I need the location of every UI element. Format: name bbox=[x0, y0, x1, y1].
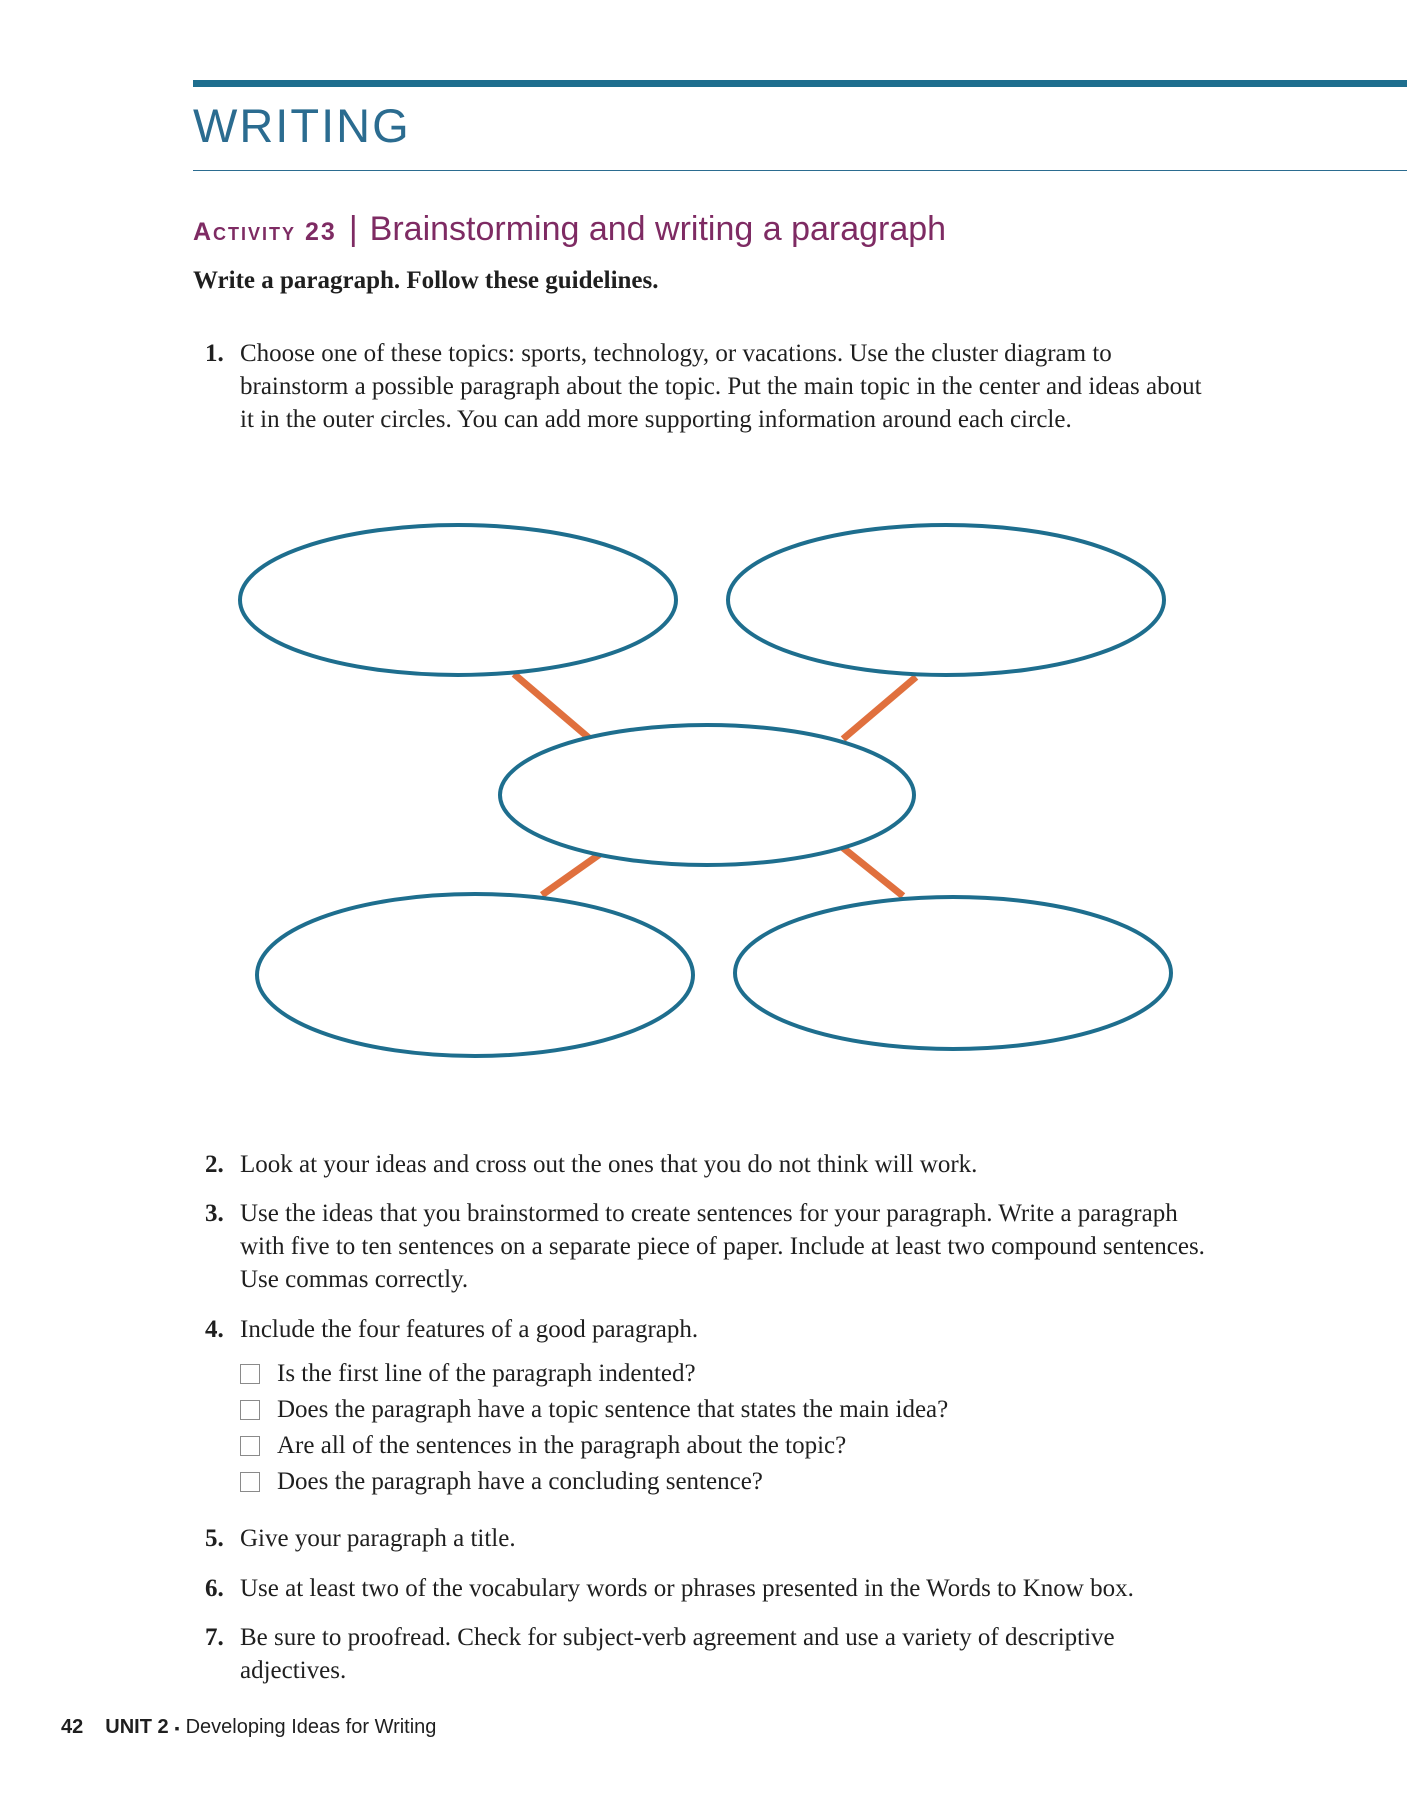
outer-circle-bottom-left[interactable] bbox=[257, 894, 693, 1056]
checkbox[interactable] bbox=[240, 1472, 260, 1492]
page-number: 42 bbox=[61, 1716, 84, 1738]
step-7 bbox=[205, 1621, 1215, 1687]
step-number: 4. bbox=[205, 1316, 224, 1343]
step-2 bbox=[205, 1148, 1215, 1181]
step-text: Give your paragraph a title. bbox=[240, 1525, 516, 1552]
checkbox[interactable] bbox=[240, 1436, 260, 1456]
connector-top-left bbox=[514, 674, 589, 738]
checkbox[interactable] bbox=[240, 1400, 260, 1420]
step-text: Include the four features of a good paragraph. bbox=[240, 1316, 699, 1343]
outer-circle-top-right[interactable] bbox=[728, 525, 1164, 675]
step-number: 1. bbox=[205, 340, 224, 367]
footer-title: Developing Ideas for Writing bbox=[185, 1716, 437, 1738]
activity-title: Brainstorming and writing a paragraph bbox=[369, 210, 947, 248]
step-6 bbox=[205, 1572, 1215, 1605]
activity-separator: | bbox=[348, 210, 358, 248]
footer-unit: UNIT 2 bbox=[105, 1716, 169, 1738]
outer-circle-top-left[interactable] bbox=[240, 525, 676, 675]
step-number: 5. bbox=[205, 1525, 224, 1552]
step-text: Be sure to proofread. Check for subject-verb agreement and use a variety of descriptive adjectives. bbox=[240, 1624, 1115, 1684]
step-number: 2. bbox=[205, 1151, 224, 1178]
checklist-label: Does the paragraph have a topic sentence that states the main idea? bbox=[277, 1396, 949, 1423]
checkbox[interactable] bbox=[240, 1364, 260, 1384]
checklist-label: Are all of the sentences in the paragraph about the topic? bbox=[277, 1432, 847, 1459]
step-text: Choose one of these topics: sports, technology, or vacations. Use the cluster diagram to brainstorm a possible paragraph about the topic. Put the main topic in the center and ideas about it in the outer circles. You can add more supporting information around each circle. bbox=[240, 340, 1202, 433]
step-text: Use at least two of the vocabulary words or phrases presented in the Words to Know box. bbox=[240, 1575, 1134, 1602]
step-5 bbox=[205, 1522, 1215, 1555]
checklist-item[interactable] bbox=[240, 1464, 948, 1500]
outer-circle-bottom-right[interactable] bbox=[735, 897, 1171, 1049]
connector-bottom-left bbox=[542, 854, 600, 895]
checklist-label: Does the paragraph have a concluding sentence? bbox=[277, 1468, 763, 1495]
instructions: Write a paragraph. Follow these guidelines. bbox=[193, 267, 659, 294]
footer-bullet: ▪ bbox=[174, 1720, 180, 1736]
step-number: 6. bbox=[205, 1575, 224, 1602]
checklist-item[interactable] bbox=[240, 1356, 948, 1392]
checklist-item[interactable] bbox=[240, 1428, 948, 1464]
checklist-label: Is the first line of the paragraph indented? bbox=[277, 1360, 696, 1387]
step-number: 3. bbox=[205, 1200, 224, 1227]
section-title: WRITING bbox=[193, 99, 411, 152]
activity-label: Activity 23 bbox=[193, 218, 337, 246]
center-circle[interactable] bbox=[500, 725, 914, 865]
ellipses bbox=[240, 525, 1171, 1056]
step-4 bbox=[205, 1313, 1215, 1346]
page-footer bbox=[61, 1716, 436, 1739]
connector-top-right bbox=[843, 677, 916, 739]
connector-bottom-right bbox=[842, 847, 903, 896]
step-number: 7. bbox=[205, 1624, 224, 1651]
step-text: Look at your ideas and cross out the ones that you do not think will work. bbox=[240, 1151, 978, 1178]
step-text: Use the ideas that you brainstormed to create sentences for your paragraph. Write a paragraph with five to ten sentences on a separate piece of paper. Include at least two compound sentences. Use commas correctly. bbox=[240, 1200, 1205, 1293]
step-3 bbox=[205, 1197, 1215, 1296]
paragraph-checklist bbox=[240, 1356, 948, 1500]
checklist-item[interactable] bbox=[240, 1392, 948, 1428]
